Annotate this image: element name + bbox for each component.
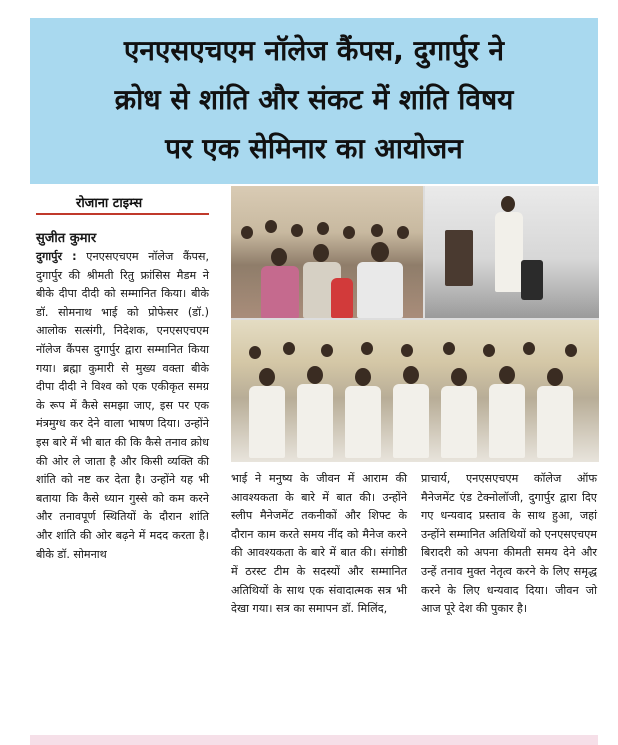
source-bar <box>36 195 209 215</box>
speaker-photo <box>425 186 599 318</box>
headline-line-1: एनएसएचएम नॉलेज कैंपस, दुगार्पुर ने <box>123 34 505 67</box>
dateline: दुगार्पुर : <box>36 250 77 263</box>
photo-collage <box>231 186 599 462</box>
article-column-1 <box>36 230 209 564</box>
audience-photo <box>231 186 423 318</box>
gathering-photo <box>231 320 599 462</box>
article-column-2: भाई ने मनुष्य के जीवन में आराम की आवश्यकता के बारे में बात की। उन्होंने स्लीप मैनेजमेंट तकनीकों और शिफ्ट के दौरान काम करते समय नींद को मैनेज करने की आवश्यकता के बारे में बात की। संगोष्ठी में ठरस्ट टीम के सदस्यों और सम्मानित अतिथियों के साथ एक संवादात्मक सत्र भी देखा गया। सत्र का समापन डॉ. मिलिंद, <box>231 472 407 616</box>
headline-line-3: पर एक सेमिनार का आयोजन <box>165 132 463 165</box>
source-name: रोजाना टाइम्स <box>76 196 143 211</box>
headline-line-2: क्रोध से शांति और संकट में शांति विषय <box>114 83 514 116</box>
column-1-text: एनएसएचएम नॉलेज कैंपस, दुगार्पुर की श्रीमती रितु फ्रांसिस मैडम ने बीके दीपा दीदी को सम्मानित किया। बीके डॉ. सोमनाथ भाई को प्रोफेसर (डॉ.) आलोक सत्संगी, निदेशक, एनएसएचएम नॉलेज कैंपस दुगार्पुर द्वारा सम्मानित किया गया। ब्रह्मा कुमारी से मुख्य वक्ता बीके दीपा दीदी ने विश्व को एक एकीकृत समग्र के रूप में कैसे समझा जाए, इस पर एक मंत्रमुग्ध कर देने वाला भाषण दिया। उन्होंने इस बारे में भी बात की कि कैसे तनाव क्रोध की ओर ले जाता है और किसी व्यक्ति की शांति को नष्ट कर देता है। उन्होंने यह भी बताया कि कैसे ध्यान गुस्से को कम करने और तनावपूर्ण स्थितियों के दौरान शांति और शांति की ओर बढ़ने में मदद करता है। बीके डॉ. सोमनाथ <box>36 250 210 561</box>
footer-band <box>30 735 598 745</box>
headline-box <box>30 18 598 184</box>
article-column-3: प्राचार्य, एनएसएचएम कॉलेज ऑफ मैनेजमेंट एंड टेक्नोलॉजी, दुगार्पुर द्वारा दिए गए धन्यवाद प्रस्ताव के साथ हुआ, जहां उन्होंने सम्मानित अतिथियों को एनएसएचएम बिरादरी को अपना कीमती समय देने और उन्हें तनाव मुक्त नेतृत्व करने के लिए समृद्ध करने के लिए धन्यवाद दिया। जीवन जो आज पूरे देश की पुकार है। <box>421 472 597 616</box>
author-name: सुजीत कुमार <box>36 231 97 246</box>
